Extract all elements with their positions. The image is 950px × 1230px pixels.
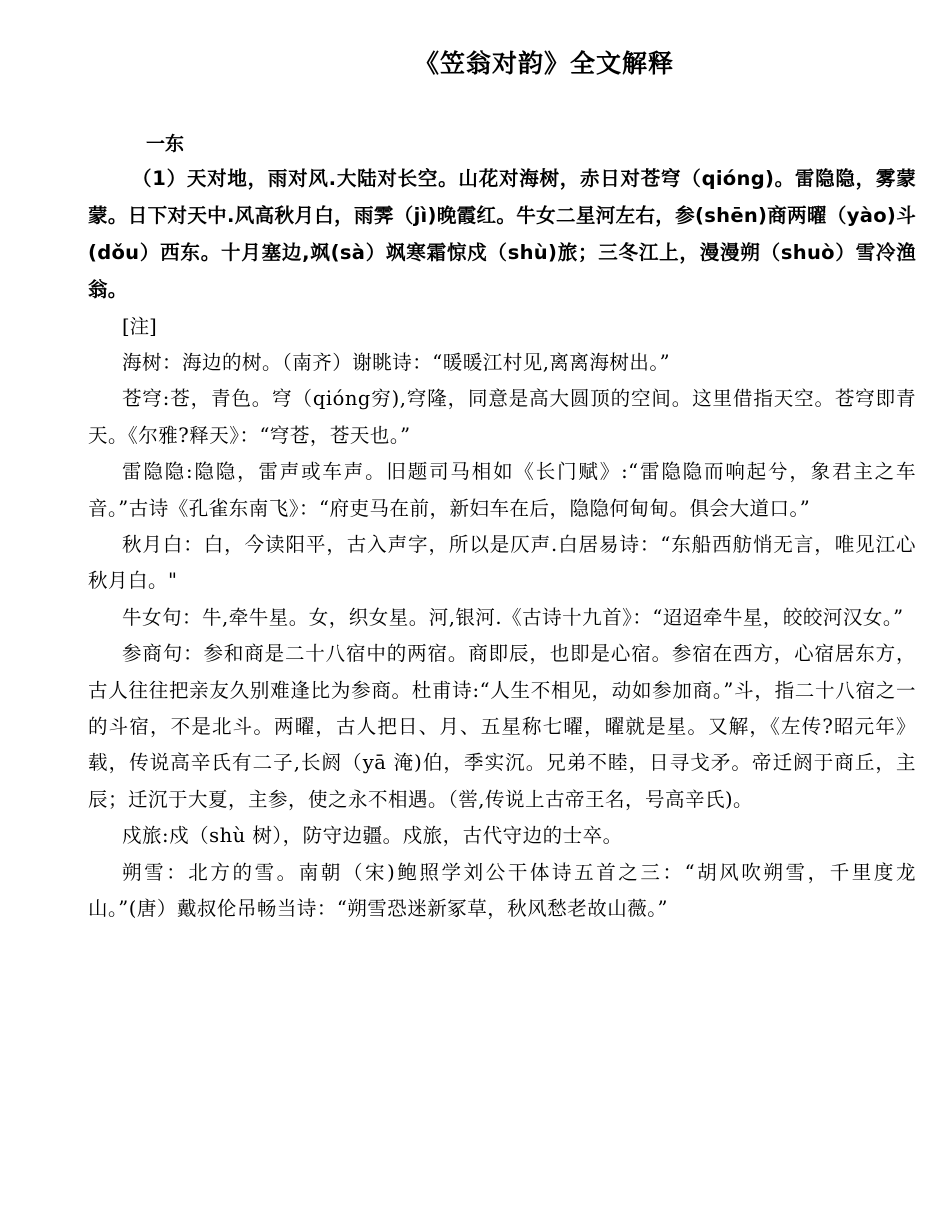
section-heading: 一东: [146, 133, 185, 155]
verse-paragraph: （1）天对地，雨对风.大陆对长空。山花对海树，赤日对苍穹（qióng)。雷隐隐，雾蒙蒙。日下对天中.风高秋月白，雨霁（jì)晚霞红。牛女二星河左右，参(shēn)商两曜（yào)斗(dǒu）西东。十月塞边,飒(sà）飒寒霜惊戍（shù)旅；三冬江上，漫漫朔（shuò）雪冷渔翁。: [88, 167, 916, 301]
document-page: [88, 44, 916, 928]
note-paragraph: 参商句：参和商是二十八宿中的两宿。商即辰，也即是心宿。参宿在西方，心宿居东方，古人往往把亲友久别难逢比为参商。杜甫诗:“人生不相见，动如参加商。”斗，指二十八宿之一的斗宿，不是北斗。两曜，古人把日、月、五星称七曜，曜就是星。又解，《左传?昭元年》载，传说高辛氏有二子,长阏（yā 淹)伯，季实沉。兄弟不睦，日寻戈矛。帝迁阏于商丘，主辰；迁沉于大夏，主参，使之永不相遇。（喾,传说上古帝王名，号高辛氏)。: [88, 642, 916, 811]
note-paragraph: 牛女句：牛,牵牛星。女，织女星。河,银河.《古诗十九首》：“迢迢牵牛星，皎皎河汉女。”: [122, 605, 904, 629]
document-title: 《笠翁对韵》全文解释: [413, 49, 674, 78]
note-paragraph: 苍穹:苍，青色。穹（qióng穷),穹隆，同意是高大圆顶的空间。这里借指天空。苍穹即青天。《尔雅?释天》：“穹苍，苍天也。”: [88, 387, 916, 447]
note-paragraph: 雷隐隐:隐隐，雷声或车声。旧题司马相如《长门赋》:“雷隐隐而响起兮，象君主之车音。”古诗《孔雀东南飞》：“府吏马在前，新妇车在后，隐隐何甸甸。俱会大道口。”: [88, 460, 916, 520]
note-paragraph: 戍旅:戍（shù 树），防守边疆。戍旅，古代守边的士卒。: [122, 824, 623, 848]
note-paragraph: 朔雪：北方的雪。南朝（宋)鲍照学刘公干体诗五首之三：“胡风吹朔雪，千里度龙山。”(唐）戴叔伦吊畅当诗：“朔雪恐迷新冢草，秋风愁老故山薇。”: [88, 860, 916, 921]
note-paragraph: 海树：海边的树。（南齐）谢眺诗：“暖暖江村见,离离海树出。”: [122, 351, 671, 374]
notes-label: [注]: [122, 315, 157, 338]
note-paragraph: 秋月白：白，今读阳平，古入声字，所以是仄声.白居易诗：“东船西舫悄无言，唯见江心秋月白。": [88, 533, 916, 593]
